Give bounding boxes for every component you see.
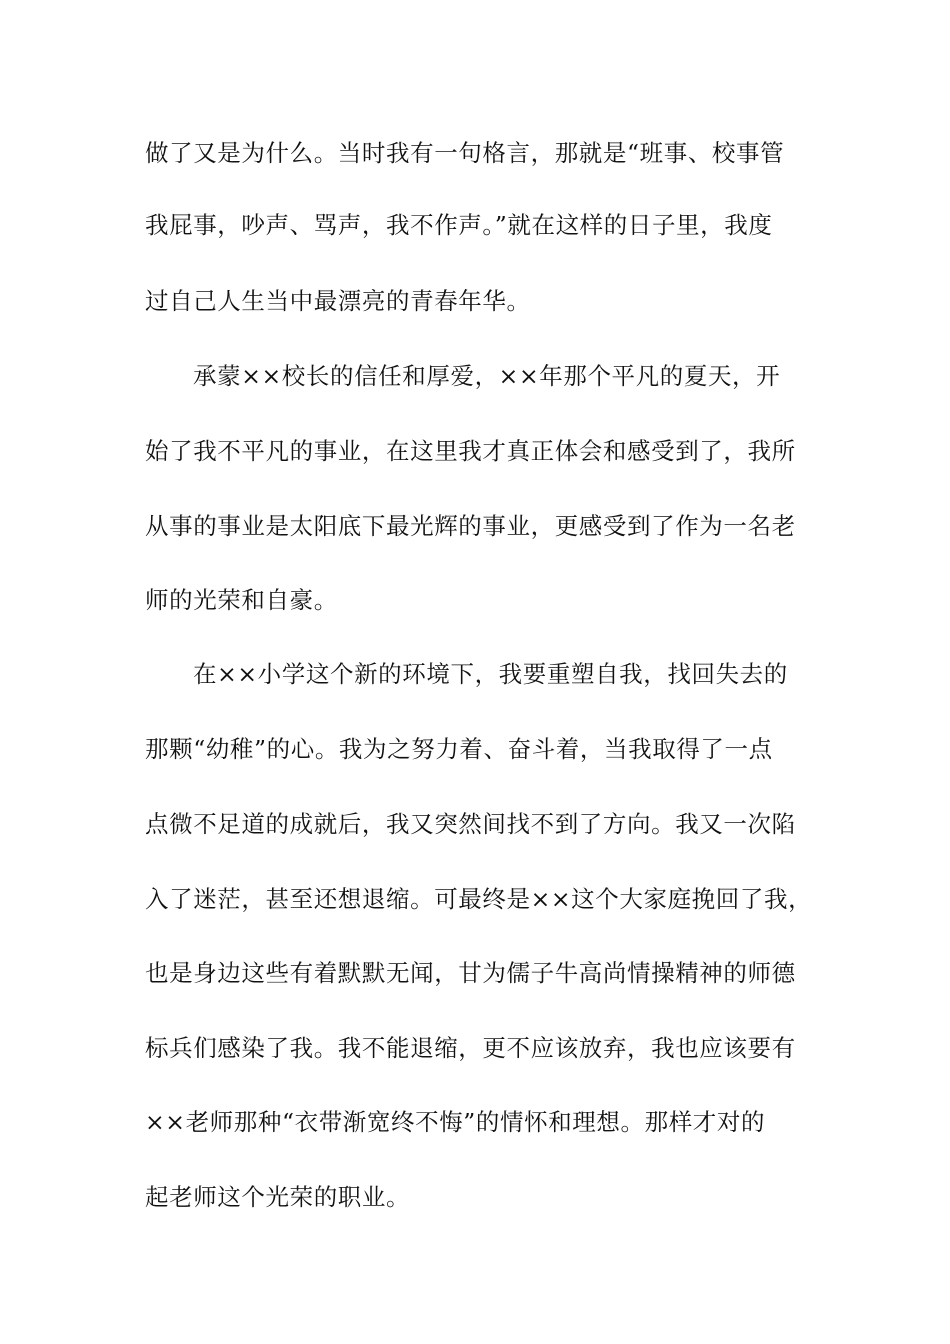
paragraph-line: 在××小学这个新的环境下，我要重塑自我，找回失去的: [193, 660, 788, 688]
paragraph-line: 标兵们感染了我。我不能退缩，更不应该放弃，我也应该要有: [145, 1034, 796, 1062]
paragraph-line: 始了我不平凡的事业，在这里我才真正体会和感受到了，我所: [145, 437, 796, 465]
paragraph-line: 起老师这个光荣的职业。: [145, 1183, 411, 1211]
paragraph-line: 师的光荣和自豪。: [145, 586, 338, 614]
paragraph-line: 那颗“幼稚”的心。我为之努力着、奋斗着，当我取得了一点: [145, 735, 773, 763]
paragraph-line: 我屁事，吵声、骂声，我不作声。”就在这样的日子里，我度: [145, 211, 773, 239]
paragraph-line: 入了迷茫，甚至还想退缩。可最终是××这个大家庭挽回了我，: [145, 885, 813, 913]
paragraph-line: 点微不足道的成就后，我又突然间找不到了方向。我又一次陷: [145, 810, 796, 838]
paragraph-line: 也是身边这些有着默默无闻，甘为儒子牛高尚情操精神的师德: [145, 959, 796, 987]
paragraph-line: 从事的事业是太阳底下最光辉的事业，更感受到了作为一名老: [145, 512, 796, 540]
paragraph-line: ××老师那种“衣带渐宽终不悔”的情怀和理想。那样才对的: [145, 1108, 766, 1136]
paragraph-line: 过自己人生当中最漂亮的青春年华。: [145, 287, 531, 315]
paragraph-line: 做了又是为什么。当时我有一句格言，那就是“班事、校事管: [145, 139, 785, 167]
paragraph-line: 承蒙××校长的信任和厚爱，××年那个平凡的夏天，开: [193, 362, 781, 390]
